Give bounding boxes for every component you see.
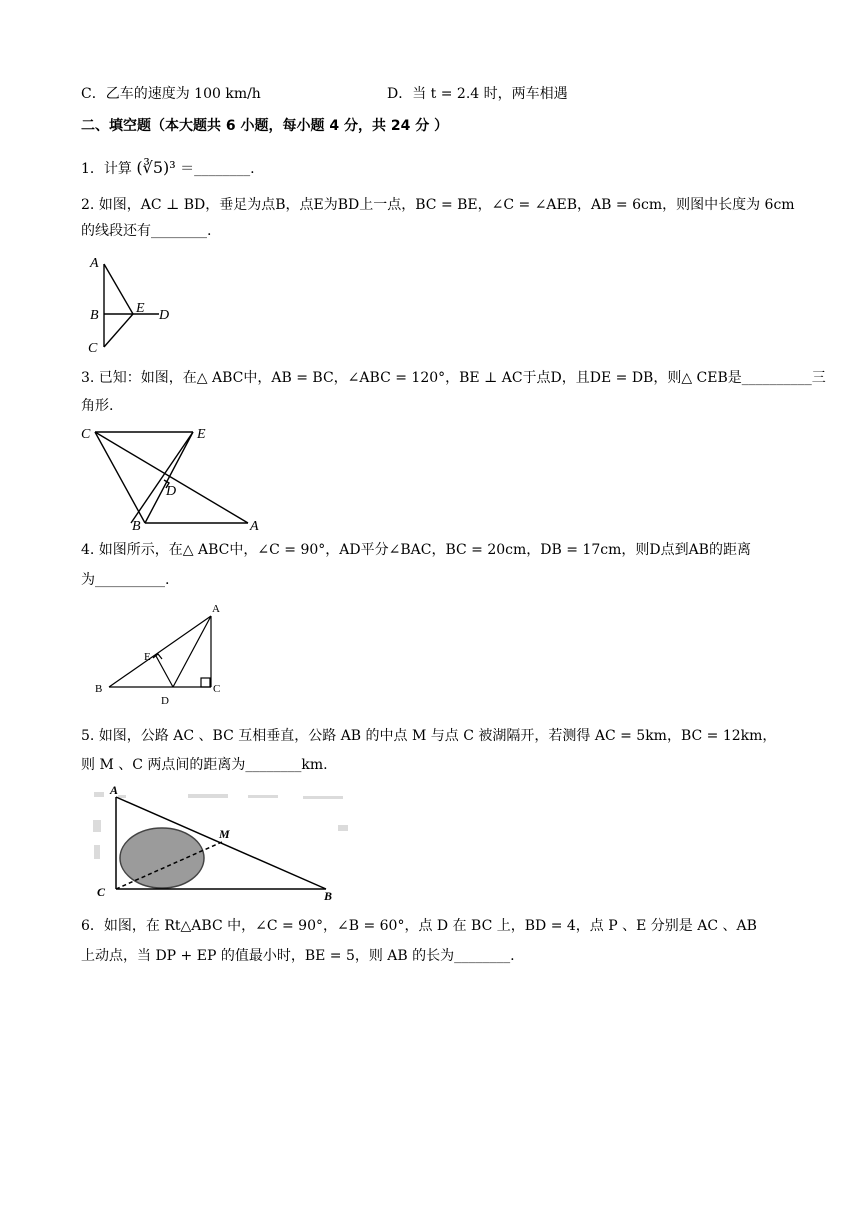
figure-3-label-b: B xyxy=(132,519,141,534)
figure-5-label-b: B xyxy=(324,889,333,903)
question-1-suffix: ＝________. xyxy=(180,161,255,177)
question-2-figure xyxy=(85,253,195,356)
figure-2-label-c: C xyxy=(88,341,98,356)
question-3-line-2: 角形. xyxy=(81,398,114,414)
question-1-expr: (∛5)³ xyxy=(136,158,176,177)
option-c: C．乙车的速度为 100 km/h xyxy=(81,86,261,102)
figure-2-label-a: A xyxy=(90,256,99,271)
figure-5-label-a: A xyxy=(110,783,119,797)
figure-4-label-d: D xyxy=(161,695,169,707)
option-d: D．当 t = 2.4 时，两车相遇 xyxy=(387,86,568,102)
question-4-figure xyxy=(90,598,240,708)
figure-3-label-d: D xyxy=(166,484,177,499)
question-6-line-1: 6．如图，在 Rt△ABC 中，∠C = 90°，∠B = 60°，点 D 在 BC 上，BD = 4，点 P 、E 分别是 AC 、AB xyxy=(81,918,757,934)
question-1-prefix: 1．计算 xyxy=(81,161,132,177)
question-3-figure xyxy=(80,422,280,532)
figure-4-label-c: C xyxy=(213,683,221,695)
question-4-line-1: 4. 如图所示，在△ ABC中，∠C = 90°，AD平分∠BAC，BC = 20cm，DB = 17cm，则D点到AB的距离 xyxy=(81,542,751,558)
figure-3-label-e: E xyxy=(197,427,206,442)
figure-4-label-e: E xyxy=(144,651,151,663)
question-3-line-1: 3. 已知：如图，在△ ABC中，AB = BC，∠ABC = 120°，BE ⊥ AC于点D，且DE = DB，则△ CEB是__________三 xyxy=(81,370,826,386)
question-2-line-2: 的线段还有________. xyxy=(81,223,212,239)
question-4-line-2: 为__________. xyxy=(81,572,170,588)
figure-2-label-b: B xyxy=(90,308,99,323)
question-6-line-2: 上动点，当 DP + EP 的值最小时，BE = 5，则 AB 的长为________. xyxy=(81,948,515,964)
figure-5-label-m: M xyxy=(219,827,230,841)
question-5-line-1: 5. 如图，公路 AC 、BC 互相垂直，公路 AB 的中点 M 与点 C 被湖隔开，若测得 AC = 5km，BC = 12km， xyxy=(81,728,777,744)
question-5-line-2: 则 M 、C 两点间的距离为________km. xyxy=(81,757,328,773)
figure-4-label-a: A xyxy=(212,603,220,615)
figure-5-label-c: C xyxy=(97,885,106,899)
figure-2-label-e: E xyxy=(136,301,145,316)
figure-3-label-c: C xyxy=(81,427,91,442)
question-2-line-1: 2. 如图，AC ⊥ BD，垂足为点B，点E为BD上一点，BC = BE，∠C = ∠AEB，AB = 6cm，则图中长度为 6cm xyxy=(81,197,795,213)
figure-4-label-b: B xyxy=(95,683,103,695)
question-5-figure xyxy=(88,780,358,905)
lake-shape xyxy=(120,828,204,888)
figure-2-label-d: D xyxy=(159,308,170,323)
figure-3-label-a: A xyxy=(250,519,259,534)
section-title: 二、填空题（本大题共 6 小题，每小题 4 分，共 24 分 ） xyxy=(81,118,449,134)
question-1 xyxy=(81,158,255,179)
